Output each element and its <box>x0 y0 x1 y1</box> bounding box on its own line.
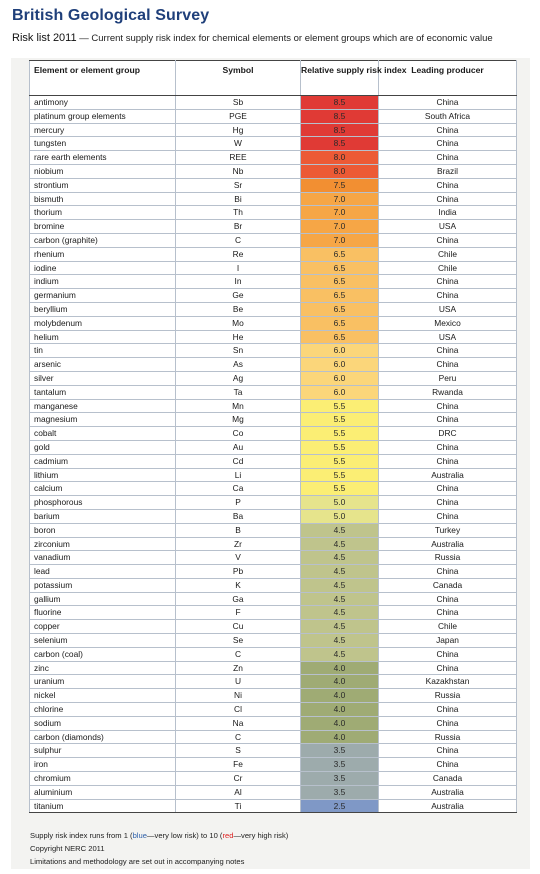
table-row <box>30 675 517 689</box>
cell-symbol: Cd <box>176 454 301 468</box>
cell-symbol: S <box>176 744 301 758</box>
table-row <box>30 744 517 758</box>
cell-symbol: C <box>176 647 301 661</box>
table-row <box>30 151 517 165</box>
cell-element: indium <box>30 275 176 289</box>
table-row <box>30 344 517 358</box>
table-row <box>30 578 517 592</box>
table-row <box>30 330 517 344</box>
cell-risk-index: 3.5 <box>301 758 379 772</box>
cell-risk-index: 5.5 <box>301 440 379 454</box>
cell-producer: Russia <box>379 689 517 703</box>
cell-symbol: REE <box>176 151 301 165</box>
cell-producer: Peru <box>379 371 517 385</box>
cell-symbol: Ge <box>176 289 301 303</box>
column-header-producer: Leading producer <box>379 61 517 96</box>
cell-element: tantalum <box>30 385 176 399</box>
cell-producer: China <box>379 413 517 427</box>
cell-risk-index: 7.0 <box>301 220 379 234</box>
table-row <box>30 551 517 565</box>
cell-element: tin <box>30 344 176 358</box>
table-row <box>30 164 517 178</box>
cell-risk-index: 3.5 <box>301 744 379 758</box>
column-header-element: Element or element group <box>30 61 176 96</box>
table-row <box>30 661 517 675</box>
cell-symbol: Th <box>176 206 301 220</box>
cell-risk-index: 6.0 <box>301 344 379 358</box>
footnote-red-word: red <box>222 831 234 840</box>
cell-producer: China <box>379 606 517 620</box>
cell-producer: Canada <box>379 772 517 786</box>
table-row <box>30 565 517 579</box>
cell-element: selenium <box>30 634 176 648</box>
table-row <box>30 247 517 261</box>
subtitle-lead: Risk list 2011 <box>12 32 77 44</box>
cell-symbol: Cl <box>176 703 301 717</box>
cell-element: tungsten <box>30 137 176 151</box>
cell-risk-index: 4.0 <box>301 716 379 730</box>
cell-symbol: Ni <box>176 689 301 703</box>
cell-symbol: Ta <box>176 385 301 399</box>
cell-risk-index: 6.5 <box>301 330 379 344</box>
page-title: British Geological Survey <box>12 7 210 24</box>
table-row <box>30 206 517 220</box>
table-row <box>30 634 517 648</box>
column-header-symbol: Symbol <box>176 61 301 96</box>
footnote-blue-word: blue <box>132 831 147 840</box>
cell-element: fluorine <box>30 606 176 620</box>
footnote-scale-text: Supply risk index runs from 1 ( <box>30 831 133 840</box>
cell-risk-index: 4.5 <box>301 537 379 551</box>
cell-risk-index: 4.5 <box>301 647 379 661</box>
cell-risk-index: 4.5 <box>301 523 379 537</box>
cell-element: helium <box>30 330 176 344</box>
cell-element: carbon (coal) <box>30 647 176 661</box>
table-row <box>30 509 517 523</box>
table-row <box>30 316 517 330</box>
cell-element: cadmium <box>30 454 176 468</box>
cell-producer: China <box>379 565 517 579</box>
cell-risk-index: 4.5 <box>301 634 379 648</box>
table-row <box>30 689 517 703</box>
table-row <box>30 302 517 316</box>
cell-symbol: Zr <box>176 537 301 551</box>
cell-risk-index: 5.5 <box>301 482 379 496</box>
table-row <box>30 192 517 206</box>
cell-risk-index: 5.5 <box>301 454 379 468</box>
cell-risk-index: 4.5 <box>301 592 379 606</box>
cell-risk-index: 6.0 <box>301 371 379 385</box>
cell-symbol: P <box>176 496 301 510</box>
cell-element: uranium <box>30 675 176 689</box>
cell-producer: DRC <box>379 427 517 441</box>
table-row <box>30 703 517 717</box>
cell-risk-index: 7.0 <box>301 233 379 247</box>
cell-symbol: PGE <box>176 109 301 123</box>
table-row <box>30 109 517 123</box>
cell-element: iodine <box>30 261 176 275</box>
cell-element: manganese <box>30 399 176 413</box>
footnotes <box>30 829 288 868</box>
table-row <box>30 427 517 441</box>
table-row <box>30 482 517 496</box>
table-row <box>30 730 517 744</box>
cell-producer: China <box>379 344 517 358</box>
cell-symbol: Mo <box>176 316 301 330</box>
cell-risk-index: 6.5 <box>301 289 379 303</box>
table-row <box>30 358 517 372</box>
cell-producer: USA <box>379 220 517 234</box>
cell-element: chlorine <box>30 703 176 717</box>
cell-symbol: Se <box>176 634 301 648</box>
cell-producer: China <box>379 482 517 496</box>
column-header-risk-index: Relative supply risk index <box>301 61 379 96</box>
cell-element: sodium <box>30 716 176 730</box>
cell-producer: India <box>379 206 517 220</box>
cell-element: gold <box>30 440 176 454</box>
cell-producer: Chile <box>379 261 517 275</box>
cell-producer: Chile <box>379 247 517 261</box>
cell-producer: Australia <box>379 537 517 551</box>
cell-risk-index: 3.5 <box>301 772 379 786</box>
cell-symbol: Mg <box>176 413 301 427</box>
cell-producer: Turkey <box>379 523 517 537</box>
cell-producer: China <box>379 137 517 151</box>
cell-symbol: Sn <box>176 344 301 358</box>
cell-risk-index: 6.5 <box>301 302 379 316</box>
cell-element: phosphorous <box>30 496 176 510</box>
cell-producer: Australia <box>379 785 517 799</box>
cell-symbol: K <box>176 578 301 592</box>
cell-element: titanium <box>30 799 176 813</box>
cell-element: chromium <box>30 772 176 786</box>
cell-producer: Brazil <box>379 164 517 178</box>
cell-risk-index: 4.5 <box>301 578 379 592</box>
cell-symbol: U <box>176 675 301 689</box>
cell-symbol: Hg <box>176 123 301 137</box>
cell-producer: China <box>379 275 517 289</box>
cell-producer: China <box>379 744 517 758</box>
cell-producer: China <box>379 703 517 717</box>
cell-risk-index: 7.0 <box>301 206 379 220</box>
cell-risk-index: 5.0 <box>301 509 379 523</box>
cell-element: bromine <box>30 220 176 234</box>
cell-symbol: Mn <box>176 399 301 413</box>
cell-element: platinum group elements <box>30 109 176 123</box>
table-row <box>30 606 517 620</box>
cell-symbol: C <box>176 730 301 744</box>
cell-symbol: Pb <box>176 565 301 579</box>
cell-risk-index: 8.5 <box>301 137 379 151</box>
cell-symbol: C <box>176 233 301 247</box>
footnote-scale-text-end: —very high risk) <box>233 831 289 840</box>
cell-symbol: Sb <box>176 96 301 110</box>
footnote-scale <box>30 829 288 842</box>
table-row <box>30 123 517 137</box>
cell-risk-index: 4.0 <box>301 675 379 689</box>
cell-producer: USA <box>379 302 517 316</box>
table-header-row <box>30 61 517 96</box>
table-row <box>30 440 517 454</box>
cell-symbol: Be <box>176 302 301 316</box>
table-row <box>30 137 517 151</box>
cell-risk-index: 8.0 <box>301 164 379 178</box>
cell-symbol: Ba <box>176 509 301 523</box>
table-row <box>30 537 517 551</box>
cell-element: thorium <box>30 206 176 220</box>
table-row <box>30 799 517 813</box>
table-row <box>30 261 517 275</box>
cell-element: potassium <box>30 578 176 592</box>
cell-element: iron <box>30 758 176 772</box>
table-row <box>30 468 517 482</box>
table-row <box>30 620 517 634</box>
cell-producer: China <box>379 661 517 675</box>
cell-element: bismuth <box>30 192 176 206</box>
table-row <box>30 275 517 289</box>
cell-element: molybdenum <box>30 316 176 330</box>
cell-risk-index: 8.5 <box>301 96 379 110</box>
cell-producer: China <box>379 233 517 247</box>
cell-symbol: I <box>176 261 301 275</box>
cell-element: nickel <box>30 689 176 703</box>
cell-element: rare earth elements <box>30 151 176 165</box>
cell-producer: China <box>379 440 517 454</box>
table-row <box>30 454 517 468</box>
cell-producer: Australia <box>379 799 517 813</box>
cell-risk-index: 4.0 <box>301 689 379 703</box>
table-row <box>30 523 517 537</box>
cell-producer: China <box>379 358 517 372</box>
subtitle-text: — Current supply risk index for chemical elements or element groups which are of economic value <box>76 33 493 44</box>
table-row <box>30 496 517 510</box>
cell-risk-index: 8.0 <box>301 151 379 165</box>
table-row <box>30 371 517 385</box>
cell-producer: China <box>379 496 517 510</box>
table-row <box>30 785 517 799</box>
cell-element: magnesium <box>30 413 176 427</box>
cell-element: arsenic <box>30 358 176 372</box>
cell-risk-index: 8.5 <box>301 109 379 123</box>
table-row <box>30 385 517 399</box>
table-row <box>30 413 517 427</box>
cell-risk-index: 4.0 <box>301 661 379 675</box>
cell-producer: Kazakhstan <box>379 675 517 689</box>
table-body <box>30 96 517 813</box>
table-row <box>30 178 517 192</box>
cell-symbol: Al <box>176 785 301 799</box>
cell-risk-index: 5.0 <box>301 496 379 510</box>
cell-producer: China <box>379 151 517 165</box>
table-row <box>30 758 517 772</box>
cell-element: strontium <box>30 178 176 192</box>
cell-element: niobium <box>30 164 176 178</box>
cell-element: mercury <box>30 123 176 137</box>
cell-element: gallium <box>30 592 176 606</box>
cell-producer: Mexico <box>379 316 517 330</box>
cell-producer: Australia <box>379 468 517 482</box>
cell-symbol: Ag <box>176 371 301 385</box>
cell-producer: China <box>379 716 517 730</box>
cell-risk-index: 5.5 <box>301 468 379 482</box>
cell-symbol: W <box>176 137 301 151</box>
cell-risk-index: 6.0 <box>301 358 379 372</box>
cell-symbol: Au <box>176 440 301 454</box>
cell-producer: China <box>379 192 517 206</box>
cell-symbol: Zn <box>176 661 301 675</box>
cell-producer: Russia <box>379 551 517 565</box>
cell-risk-index: 6.5 <box>301 275 379 289</box>
cell-risk-index: 4.5 <box>301 620 379 634</box>
cell-producer: Japan <box>379 634 517 648</box>
cell-symbol: F <box>176 606 301 620</box>
cell-symbol: Ca <box>176 482 301 496</box>
table-row <box>30 592 517 606</box>
cell-risk-index: 5.5 <box>301 413 379 427</box>
cell-symbol: Nb <box>176 164 301 178</box>
cell-producer: China <box>379 647 517 661</box>
cell-symbol: Li <box>176 468 301 482</box>
cell-producer: China <box>379 123 517 137</box>
table-row <box>30 772 517 786</box>
cell-symbol: Na <box>176 716 301 730</box>
cell-risk-index: 4.0 <box>301 730 379 744</box>
cell-risk-index: 4.5 <box>301 606 379 620</box>
cell-element: carbon (diamonds) <box>30 730 176 744</box>
cell-symbol: Bi <box>176 192 301 206</box>
cell-symbol: As <box>176 358 301 372</box>
cell-risk-index: 6.5 <box>301 247 379 261</box>
risk-table <box>29 60 517 813</box>
cell-element: cobalt <box>30 427 176 441</box>
cell-risk-index: 3.5 <box>301 785 379 799</box>
cell-element: calcium <box>30 482 176 496</box>
cell-symbol: He <box>176 330 301 344</box>
table-row <box>30 96 517 110</box>
table-row <box>30 220 517 234</box>
cell-symbol: Cr <box>176 772 301 786</box>
cell-producer: South Africa <box>379 109 517 123</box>
cell-symbol: Ga <box>176 592 301 606</box>
table-row <box>30 647 517 661</box>
cell-producer: Russia <box>379 730 517 744</box>
footnote-methodology: Limitations and methodology are set out in accompanying notes <box>30 857 245 866</box>
cell-risk-index: 6.0 <box>301 385 379 399</box>
cell-producer: China <box>379 178 517 192</box>
cell-risk-index: 4.0 <box>301 703 379 717</box>
cell-symbol: Br <box>176 220 301 234</box>
cell-element: beryllium <box>30 302 176 316</box>
cell-risk-index: 2.5 <box>301 799 379 813</box>
cell-symbol: Ti <box>176 799 301 813</box>
cell-risk-index: 4.5 <box>301 565 379 579</box>
table-row <box>30 399 517 413</box>
cell-element: silver <box>30 371 176 385</box>
cell-element: aluminium <box>30 785 176 799</box>
cell-element: rhenium <box>30 247 176 261</box>
cell-symbol: Sr <box>176 178 301 192</box>
cell-producer: USA <box>379 330 517 344</box>
cell-symbol: In <box>176 275 301 289</box>
cell-producer: China <box>379 96 517 110</box>
cell-producer: China <box>379 289 517 303</box>
cell-producer: China <box>379 758 517 772</box>
cell-symbol: Re <box>176 247 301 261</box>
cell-producer: Chile <box>379 620 517 634</box>
cell-element: carbon (graphite) <box>30 233 176 247</box>
cell-element: barium <box>30 509 176 523</box>
cell-risk-index: 5.5 <box>301 427 379 441</box>
cell-producer: China <box>379 509 517 523</box>
cell-element: zirconium <box>30 537 176 551</box>
cell-producer: Canada <box>379 578 517 592</box>
cell-risk-index: 5.5 <box>301 399 379 413</box>
cell-symbol: V <box>176 551 301 565</box>
cell-producer: China <box>379 592 517 606</box>
cell-element: vanadium <box>30 551 176 565</box>
table-row <box>30 716 517 730</box>
cell-element: zinc <box>30 661 176 675</box>
table-row <box>30 233 517 247</box>
cell-element: sulphur <box>30 744 176 758</box>
table-row <box>30 289 517 303</box>
cell-producer: China <box>379 399 517 413</box>
cell-element: antimony <box>30 96 176 110</box>
cell-producer: Rwanda <box>379 385 517 399</box>
cell-risk-index: 7.0 <box>301 192 379 206</box>
footnote-copyright: Copyright NERC 2011 <box>30 844 105 853</box>
cell-producer: China <box>379 454 517 468</box>
footnote-scale-text-mid: —very low risk) to 10 ( <box>146 831 223 840</box>
cell-risk-index: 7.5 <box>301 178 379 192</box>
cell-symbol: Co <box>176 427 301 441</box>
cell-symbol: B <box>176 523 301 537</box>
cell-risk-index: 6.5 <box>301 316 379 330</box>
page-subtitle <box>12 32 532 44</box>
cell-element: boron <box>30 523 176 537</box>
cell-risk-index: 6.5 <box>301 261 379 275</box>
cell-risk-index: 4.5 <box>301 551 379 565</box>
cell-risk-index: 8.5 <box>301 123 379 137</box>
cell-element: copper <box>30 620 176 634</box>
cell-element: lithium <box>30 468 176 482</box>
cell-element: germanium <box>30 289 176 303</box>
cell-symbol: Cu <box>176 620 301 634</box>
cell-symbol: Fe <box>176 758 301 772</box>
cell-element: lead <box>30 565 176 579</box>
